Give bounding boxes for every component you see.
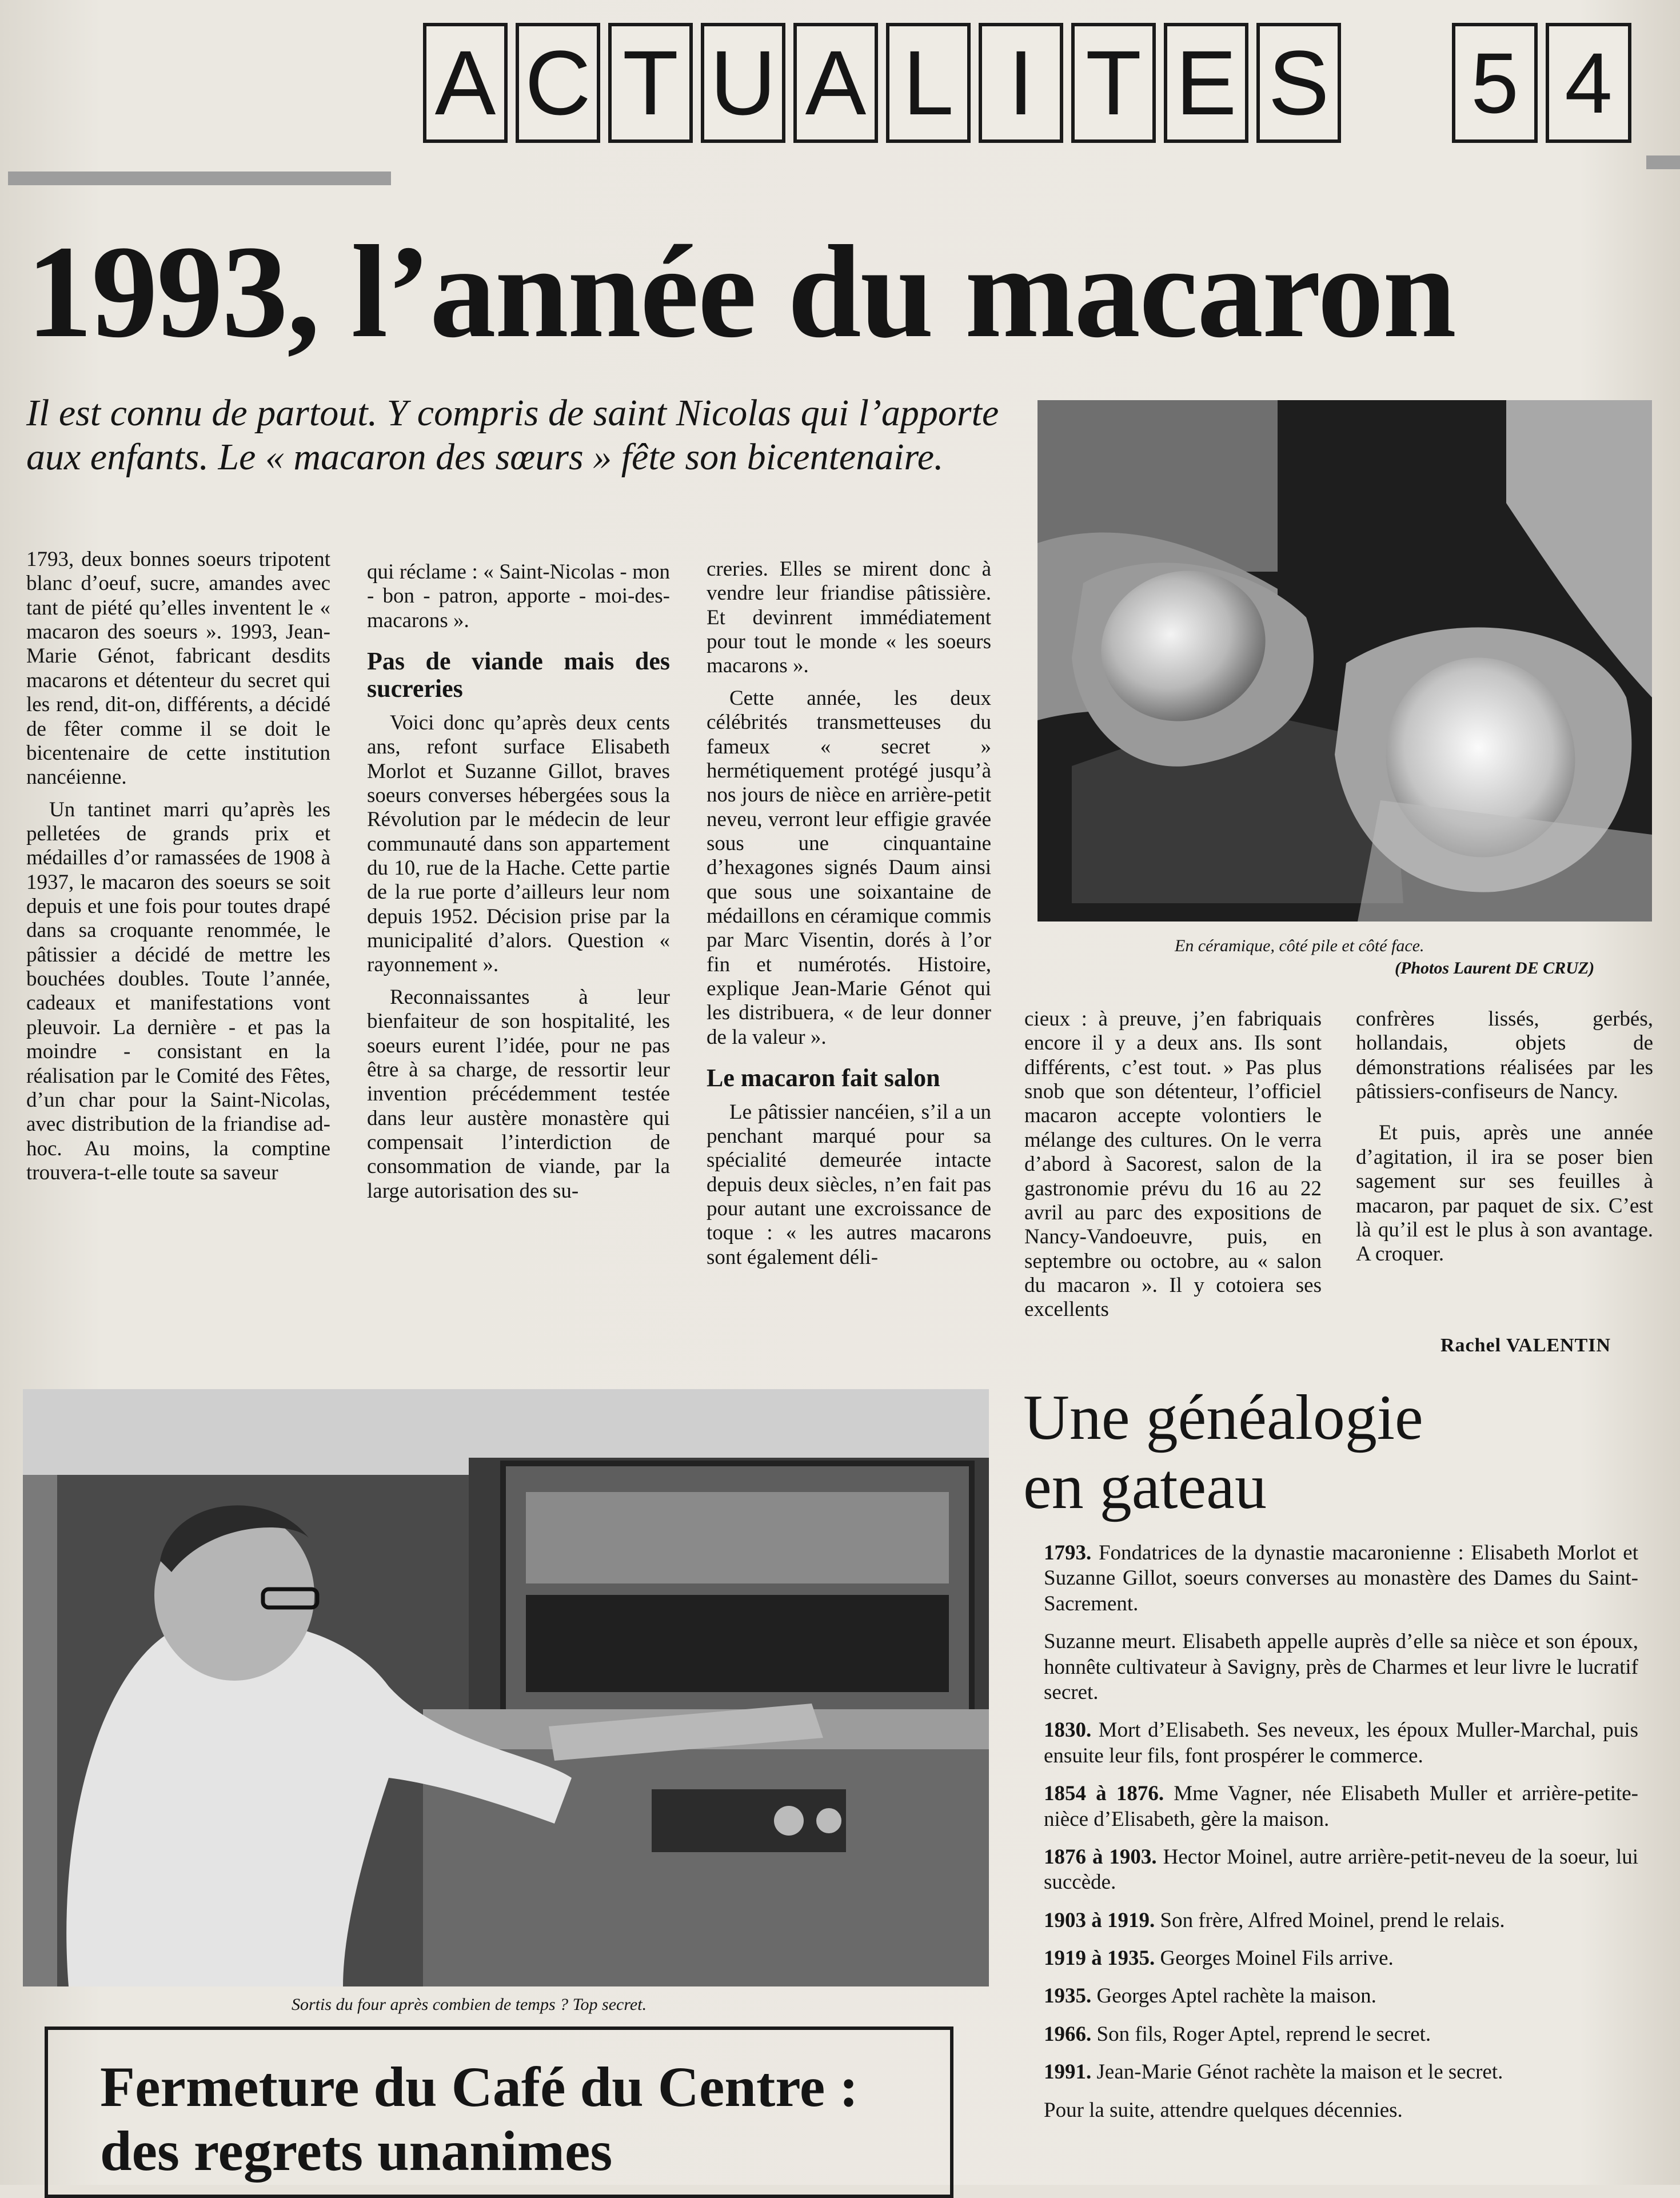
paragraph: qui réclame : « Saint-Nicolas - mon - bon - patron, apporte - moi-des-macarons ». bbox=[367, 560, 670, 632]
section-letter: T bbox=[1071, 23, 1156, 143]
department-digit: 5 bbox=[1452, 23, 1538, 143]
timeline-entry bbox=[1044, 1718, 1638, 1769]
timeline-year: 1876 à 1903. bbox=[1044, 1845, 1157, 1869]
paragraph: creries. Elles se mirent donc à vendre leur friandise pâtissière. Et devinrent immédiatement pour tout le monde « les soeurs macarons ». bbox=[707, 557, 991, 678]
article-column-1 bbox=[26, 548, 330, 1193]
timeline-entry bbox=[1044, 1781, 1638, 1832]
section-letter: A bbox=[423, 23, 508, 143]
timeline-text: Suzanne meurt. Elisabeth appelle auprès d’elle sa nièce et son époux, honnête cultivateur à Savigny, près de Charmes et leur livre le lucratif secret. bbox=[1044, 1630, 1638, 1704]
timeline-text: Georges Moinel Fils arrive. bbox=[1155, 1946, 1394, 1970]
paragraph: Le pâtissier nancéien, s’il a un penchant marqué pour sa spécialité demeurée intacte depuis deux siècles, n’en fait pas pour autant une excroissance de toque : « les autres macarons sont également déli- bbox=[707, 1100, 991, 1269]
timeline-entry bbox=[1044, 2022, 1638, 2047]
timeline-text: Son frère, Alfred Moinel, prend le relais. bbox=[1155, 1908, 1505, 1932]
section-letter: I bbox=[979, 23, 1063, 143]
timeline-text: Pour la suite, attendre quelques décennies. bbox=[1044, 2098, 1403, 2122]
timeline-text: Mort d’Elisabeth. Ses neveux, les époux Muller-Marchal, puis ensuite leur fils, font prospérer le commerce. bbox=[1044, 1718, 1638, 1768]
photo-caption: Sortis du four après combien de temps ? Top secret. bbox=[292, 1995, 647, 2014]
baker-oven-illustration bbox=[23, 1389, 989, 1986]
genealogy-title-line: en gateau bbox=[1023, 1451, 1267, 1522]
paragraph: confrères lissés, gerbés, hollandais, objets de démonstrations réalisées par les pâtissiers-confiseurs de Nancy. bbox=[1356, 1007, 1653, 1104]
section-letter: U bbox=[701, 23, 785, 143]
baker-oven-photo bbox=[23, 1389, 989, 1986]
timeline-text: Jean-Marie Génot rachète la maison et le secret. bbox=[1091, 2060, 1503, 2084]
timeline-year: 1854 à 1876. bbox=[1044, 1782, 1164, 1806]
macaron-medallions-photo bbox=[1037, 400, 1652, 922]
timeline-text: Mme Vagner, née Elisabeth Muller et arrière-petite-nièce d’Elisabeth, gère la maison. bbox=[1044, 1782, 1639, 1831]
genealogy-title bbox=[1023, 1383, 1423, 1522]
section-title-actualites bbox=[423, 23, 1341, 143]
timeline-entry bbox=[1044, 1984, 1638, 2009]
timeline-text: Son fils, Roger Aptel, reprend le secret. bbox=[1091, 2022, 1431, 2046]
article-headline: 1993, l’année du macaron bbox=[26, 218, 1455, 365]
department-digit: 4 bbox=[1546, 23, 1631, 143]
paragraph: Cette année, les deux célébrités transmetteuses du fameux « secret » hermétiquement protégé jusqu’à nos jours de nièce en arrière-petit neveu, verront leur effigie gravée sous une cinquantaine d’hexagones signés Daum ainsi que sous une soixantaine de médaillons en céramique commis par Marc Visentin, dorés à l’or fin et numérotés. Histoire, explique Jean-Marie Génot qui les distribuera, « de leur donner de la valeur ». bbox=[707, 686, 991, 1049]
section-letter: A bbox=[793, 23, 878, 143]
timeline-year: 1793. bbox=[1044, 1541, 1092, 1565]
paragraph: Reconnaissantes à leur bienfaiteur de son hospitalité, les soeurs eurent l’idée, pour ne pas être à sa charge, de ressortir leur invention précédemment testée dans leur austère monastère qui compensait l’interdiction de consommation de viande, par la large autorisation des su- bbox=[367, 985, 670, 1203]
paragraph: Et puis, après une année d’agitation, il ira se poser bien sagement sur ses feuilles à macaron, par paquet de six. C’est là qu’il est le plus à son avantage. A croquer. bbox=[1356, 1121, 1653, 1266]
paragraph: Voici donc qu’après deux cents ans, refont surface Elisabeth Morlot et Suzanne Gillot, braves soeurs converses hébergées sous la Révolution par le médecin de leur communauté dans son appartement du 10, rue de la Hache. Cette partie de la rue porte d’ailleurs leur nom depuis 1952. Décision prise par la municipalité d’alors. Question « rayonnement ». bbox=[367, 711, 670, 977]
section-letter: S bbox=[1256, 23, 1341, 143]
timeline-text: Hector Moinel, autre arrière-petit-neveu de la soeur, lui succède. bbox=[1044, 1845, 1638, 1894]
author-signature: Rachel VALENTIN bbox=[1440, 1335, 1611, 1356]
photo-caption: En céramique, côté pile et côté face. bbox=[1175, 936, 1424, 955]
timeline-entry bbox=[1044, 2060, 1638, 2085]
timeline-year: 1919 à 1935. bbox=[1044, 1946, 1155, 1970]
timeline-entry bbox=[1044, 1845, 1638, 1896]
timeline-entry bbox=[1044, 1946, 1638, 1971]
article-column-5 bbox=[1356, 1007, 1653, 1275]
timeline-entry bbox=[1044, 2098, 1638, 2123]
article-column-4 bbox=[1024, 1007, 1322, 1330]
subheading: Le macaron fait salon bbox=[707, 1064, 940, 1092]
paragraph: Un tantinet marri qu’après les pelletées de grands prix et médailles d’or ramassées de 1908 à 1937, le macaron des soeurs se soit depuis et une fois pour toutes drapé dans sa croquante renommée, le pâtissier a décidé de mettre les bouchées doubles. Toute l’année, cadeaux et manifestations vont pleuvoir. La dernière - et pas la moindre - consistant en la réalisation par le Comité des Fêtes, d’un char pour la Saint-Nicolas, avec distribution de la friandise ad-hoc. Au moins, la comptine trouvera-t-elle toute sa saveur bbox=[26, 797, 330, 1184]
timeline-entry bbox=[1044, 1629, 1638, 1705]
section-letter: L bbox=[886, 23, 971, 143]
section-letter: E bbox=[1164, 23, 1248, 143]
paragraph: 1793, deux bonnes soeurs tripotent blanc d’oeuf, sucre, amandes avec tant de piété qu’elles inventent le « macaron des soeurs ». 1993, Jean-Marie Génot, fabricant desdits macarons et détenteur du secret qui les rend, dit-on, différents, a décidé de fêter comme il se doit le bicentenaire de cette institution nancéienne. bbox=[26, 548, 330, 789]
article-lead: Il est connu de partout. Y compris de saint Nicolas qui l’apporte aux enfants. Le « macaron des sœurs » fête son bicentenaire. bbox=[26, 392, 999, 478]
article-column-2 bbox=[367, 560, 670, 1211]
header-rule-right bbox=[1646, 155, 1680, 169]
bottom-article-title bbox=[100, 2055, 859, 2183]
photo-credit: (Photos Laurent DE CRUZ) bbox=[1395, 959, 1595, 978]
department-number bbox=[1452, 23, 1631, 143]
timeline-text: Georges Aptel rachète la maison. bbox=[1091, 1984, 1376, 2008]
article-column-3 bbox=[707, 557, 991, 1278]
section-letter: T bbox=[608, 23, 693, 143]
genealogy-timeline bbox=[1044, 1541, 1638, 2136]
timeline-year: 1830. bbox=[1044, 1718, 1092, 1742]
bottom-article-title-line: Fermeture du Café du Centre : bbox=[100, 2055, 859, 2119]
timeline-entry bbox=[1044, 1541, 1638, 1617]
timeline-year: 1991. bbox=[1044, 2060, 1092, 2084]
genealogy-title-line: Une généalogie bbox=[1023, 1382, 1423, 1453]
timeline-text: Fondatrices de la dynastie macaronienne : Elisabeth Morlot et Suzanne Gillot, soeurs converses au monastère des Dames du Saint-Sacrement. bbox=[1044, 1541, 1638, 1615]
timeline-year: 1966. bbox=[1044, 2022, 1092, 2046]
timeline-year: 1935. bbox=[1044, 1984, 1092, 2008]
macaron-medallions-illustration bbox=[1037, 400, 1652, 922]
timeline-year: 1903 à 1919. bbox=[1044, 1908, 1155, 1932]
bottom-article-title-line: des regrets unanimes bbox=[100, 2119, 613, 2183]
paragraph: cieux : à preuve, j’en fabriquais encore il y a deux ans. Ils sont différents, c’est tout. » Pas plus snob que son détenteur, l’officiel macaron accepte volontiers le mélange des cultures. On le verra d’abord à Sacorest, salon de la gastronomie prévu du 16 au 22 avril au parc des expositions de Nancy-Vandoeuvre, puis, en septembre ou octobre, au « salon du macaron ». Il y cotoiera ses excellents bbox=[1024, 1007, 1322, 1322]
subheading: Pas de viande mais des sucreries bbox=[367, 647, 670, 703]
timeline-entry bbox=[1044, 1908, 1638, 1933]
section-letter: C bbox=[516, 23, 600, 143]
header-rule-left bbox=[8, 171, 391, 185]
